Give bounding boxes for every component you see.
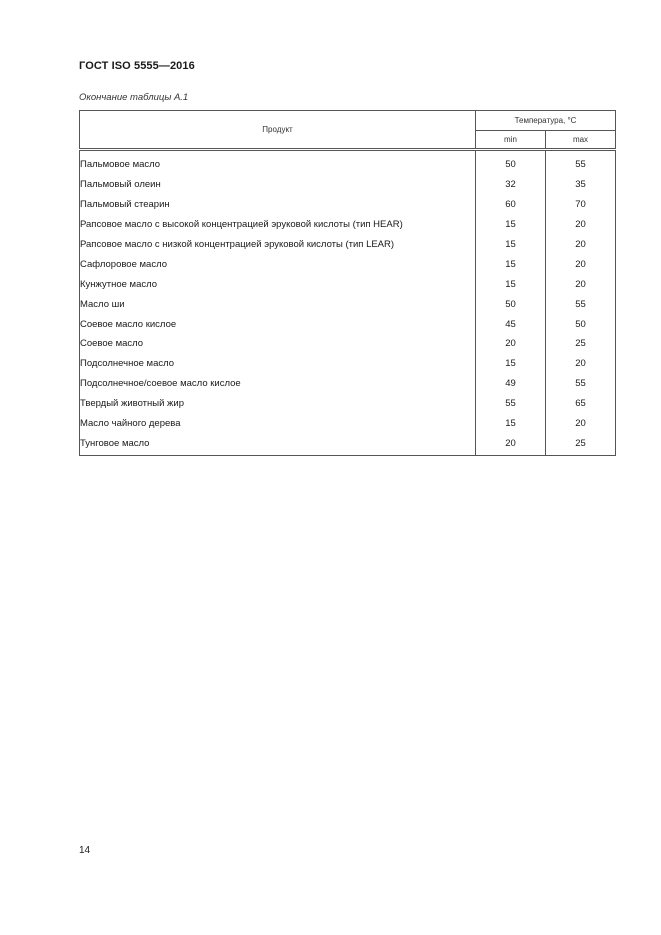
product-name: Пальмовый стеарин [80,195,476,215]
temp-max: 20 [546,274,616,294]
product-name: Рапсовое масло с высокой концентрацией эруковой кислоты (тип HEAR) [80,215,476,235]
product-name: Пальмовое масло [80,150,476,175]
header-max: max [546,131,616,150]
table-row [80,314,616,334]
temp-max: 20 [546,254,616,274]
table-row [80,274,616,294]
temp-min: 49 [476,374,546,394]
temp-min: 32 [476,175,546,195]
temp-min: 55 [476,394,546,414]
temp-min: 15 [476,354,546,374]
table-row [80,374,616,394]
temp-min: 50 [476,294,546,314]
product-name: Тунговое масло [80,433,476,455]
temp-max: 25 [546,334,616,354]
temp-min: 20 [476,334,546,354]
temp-max: 20 [546,414,616,434]
table-row [80,235,616,255]
table-row [80,354,616,374]
temp-max: 20 [546,354,616,374]
temp-min: 45 [476,314,546,334]
temp-min: 15 [476,254,546,274]
table-row [80,175,616,195]
product-name: Подсолнечное/соевое масло кислое [80,374,476,394]
temp-max: 65 [546,394,616,414]
temp-max: 20 [546,215,616,235]
temp-min: 15 [476,274,546,294]
product-name: Кунжутное масло [80,274,476,294]
temp-min: 15 [476,215,546,235]
product-name: Масло чайного дерева [80,414,476,434]
product-name: Рапсовое масло с низкой концентрацией эруковой кислоты (тип LEAR) [80,235,476,255]
temp-min: 60 [476,195,546,215]
page-number: 14 [79,845,91,856]
product-name: Сафлоровое масло [80,254,476,274]
table-row [80,414,616,434]
document-header: ГОСТ ISO 5555—2016 [79,60,195,72]
table-row [80,334,616,354]
table-row [80,433,616,455]
product-name: Соевое масло кислое [80,314,476,334]
table-row [80,254,616,274]
table-body [80,150,616,456]
table-row [80,394,616,414]
temperature-table [79,110,616,456]
temp-min: 50 [476,150,546,175]
header-temperature: Температура, °С [476,111,616,131]
table-row [80,150,616,175]
temp-max: 50 [546,314,616,334]
temp-max: 20 [546,235,616,255]
product-name: Пальмовый олеин [80,175,476,195]
temp-max: 55 [546,294,616,314]
temp-min: 15 [476,414,546,434]
table-caption: Окончание таблицы А.1 [79,92,189,103]
header-product: Продукт [80,111,476,150]
temp-max: 70 [546,195,616,215]
temp-max: 55 [546,374,616,394]
temp-min: 20 [476,433,546,455]
table-row [80,215,616,235]
table-row [80,195,616,215]
temp-max: 35 [546,175,616,195]
table-row [80,294,616,314]
temp-max: 55 [546,150,616,175]
temp-min: 15 [476,235,546,255]
product-name: Твердый животный жир [80,394,476,414]
product-name: Подсолнечное масло [80,354,476,374]
product-name: Масло ши [80,294,476,314]
header-min: min [476,131,546,150]
product-name: Соевое масло [80,334,476,354]
temp-max: 25 [546,433,616,455]
